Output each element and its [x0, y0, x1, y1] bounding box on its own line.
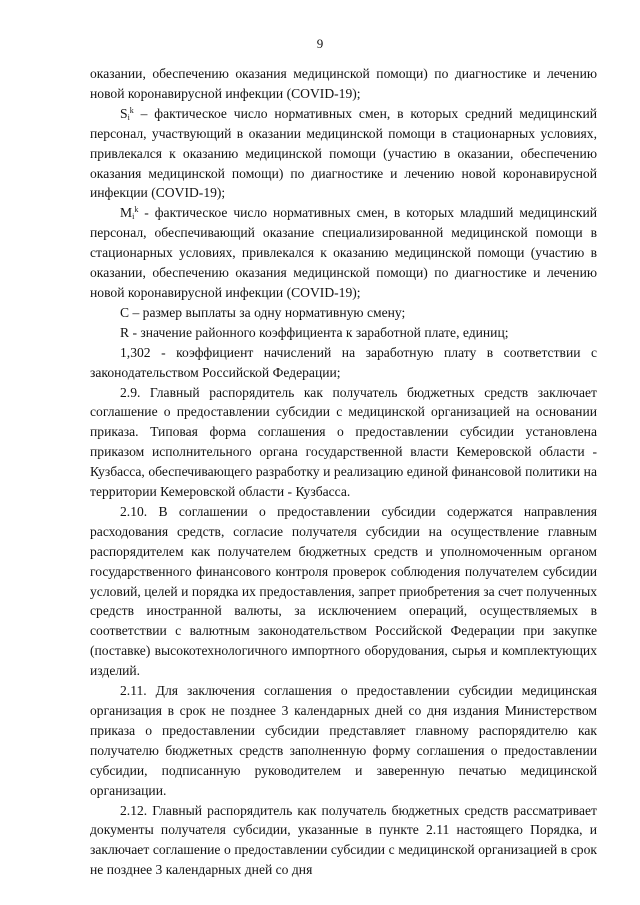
- formula-symbol-m: [120, 205, 138, 220]
- symbol-superscript: k: [134, 205, 139, 215]
- paragraph-text: 1,302 - коэффициент начислений на заработную плату в соответствии с законодательством Российской Федерации;: [90, 344, 597, 380]
- paragraph-coefficient: [90, 343, 597, 383]
- paragraph-text: 2.10. В соглашении о предоставлении субсидии содержатся направления расходования средств, согласие получателя субсидии на осуществление главным распорядителем как получателем бюджетных средств и уполномоченным органом государственного финансового контроля проверок соблюдения получателем субсидии условий, целей и порядка их предоставления, запрет приобретения за счет полученных средств иностранной валюты, за исключением операций, осуществляемых в соответствии с валютным законодательством Российской Федерации при закупке (поставке) высокотехнологичного импортного оборудования, сырья и комплектующих изделий.: [90, 503, 597, 679]
- paragraph-text: 2.9. Главный распорядитель как получатель бюджетных средств заключает соглашение о предоставлении субсидии с медицинской организацией на основании приказа. Типовая форма соглашения о предоставлении субсидии установлена приказом исполнительного органа государственной власти Кемеровской области - Кузбасса, обеспечивающего разработку и реализацию единой финансовой политики на территории Кемеровской области - Кузбасса.: [90, 384, 597, 500]
- paragraph-text: – фактическое число нормативных смен, в которых средний медицинский персонал, участвующий в оказании медицинской помощи в стационарных условиях, привлекался к оказанию медицинской помощи (участию в оказании, обеспечению оказания медицинской помощи) по диагностике и лечению новой коронавирусной инфекции (COVID-19);: [90, 105, 597, 201]
- symbol-subscript: i: [132, 212, 135, 222]
- paragraph-text: - фактическое число нормативных смен, в которых младший медицинский персонал, обеспечивающий оказание специализированной медицинской помощи в стационарных условиях, привлекался к оказанию медицинской помощи (участию в оказании, обеспечению оказания медицинской помощи) по диагностике и лечению новой коронавирусной инфекции (COVID-19);: [90, 205, 597, 300]
- symbol-subscript: i: [127, 112, 130, 122]
- document-body: [90, 64, 597, 880]
- paragraph-text: 2.12. Главный распорядитель как получатель бюджетных средств рассматривает документы получателя субсидии, указанные в пункте 2.11 настоящего Порядка, и заключает соглашение о предоставлении субсидии с медицинской организацией в срок не позднее 3 календарных дней со дня: [90, 802, 597, 878]
- page-number: 9: [316, 36, 324, 51]
- paragraph-text: оказании, обеспечению оказания медицинской помощи) по диагностике и лечению новой коронавирусной инфекции (COVID-19);: [90, 66, 597, 101]
- clause-2-10: [90, 502, 597, 681]
- symbol-letter: S: [120, 105, 128, 121]
- formula-symbol-s: [120, 106, 134, 121]
- clause-2-12: [90, 801, 597, 881]
- paragraph-text: C – размер выплаты за одну нормативную смену;: [120, 304, 406, 320]
- paragraph-definition-s: [90, 104, 597, 204]
- paragraph-continuation: [90, 64, 597, 104]
- clause-2-11: [90, 681, 597, 800]
- paragraph-definition-c: [90, 303, 597, 323]
- clause-2-9: [90, 383, 597, 502]
- paragraph-text: R - значение районного коэффициента к заработной плате, единиц;: [120, 324, 509, 340]
- symbol-superscript: k: [129, 105, 134, 115]
- paragraph-definition-m: [90, 203, 597, 303]
- paragraph-definition-r: [90, 323, 597, 343]
- symbol-letter: M: [120, 205, 133, 221]
- paragraph-text: 2.11. Для заключения соглашения о предоставлении субсидии медицинская организация в срок не позднее 3 календарных дней со дня издания Министерством приказа о предоставлении субсидии представляет главному распорядителю как получателю бюджетных средств заполненную форму соглашения о предоставлении субсидии, подписанную руководителем и заверенную печатью медицинской организации.: [90, 683, 597, 798]
